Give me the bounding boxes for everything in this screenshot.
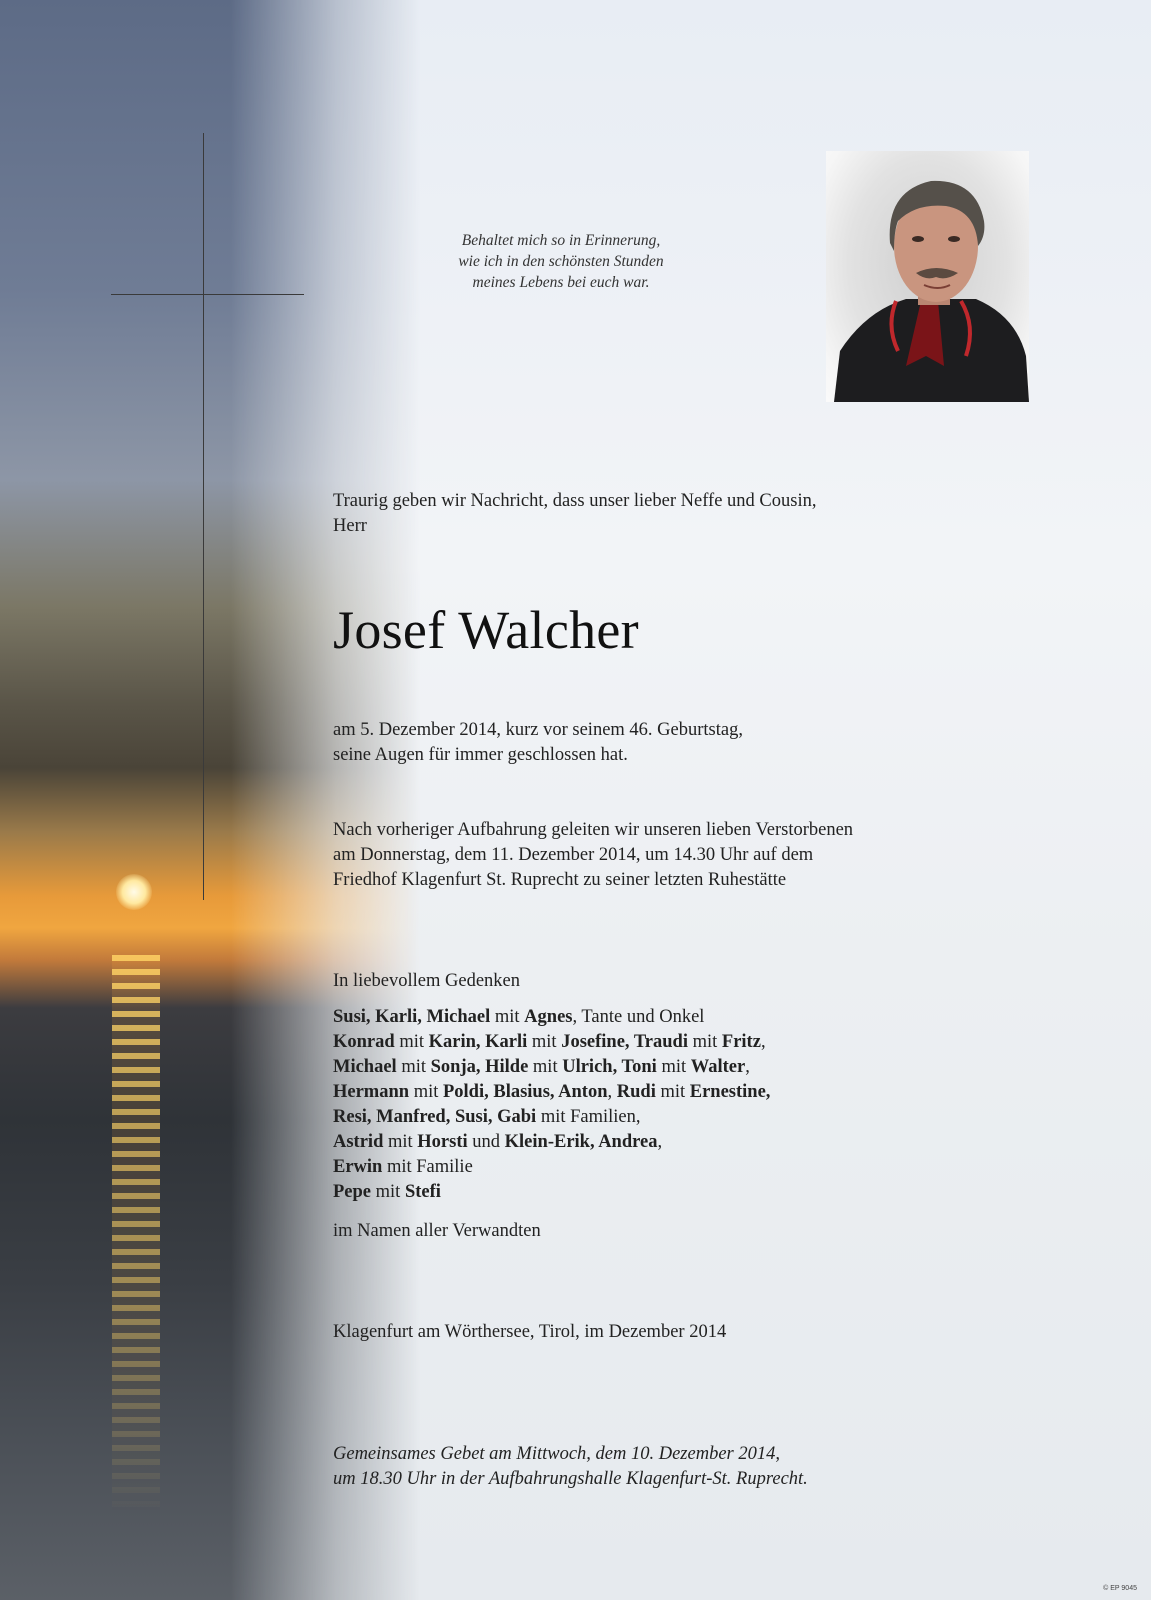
mourner-connector: mit <box>409 1082 443 1102</box>
mourner-line <box>333 1155 770 1180</box>
mourner-connector: , <box>657 1132 663 1152</box>
cross-vertical-bar <box>203 133 204 900</box>
mourner-name: Rudi <box>616 1082 656 1102</box>
mourner-connector: mit <box>656 1057 691 1077</box>
mourner-connector: und <box>467 1132 505 1152</box>
mourner-name: Horsti <box>417 1132 468 1152</box>
print-code: © EP 9045 <box>1103 1585 1137 1592</box>
mourner-line <box>333 1055 770 1080</box>
funeral-details <box>333 818 853 893</box>
mourner-line <box>333 1030 770 1055</box>
mourner-connector: , <box>745 1057 750 1077</box>
mourner-line <box>333 1080 770 1105</box>
mourner-line <box>333 1180 770 1205</box>
mourner-connector: mit <box>527 1032 562 1052</box>
mourner-name: Ulrich, Toni <box>562 1057 657 1077</box>
mourner-line <box>333 1105 770 1130</box>
sunset-sea-image <box>0 0 420 1600</box>
mourner-connector: , <box>607 1082 617 1102</box>
death-notice <box>333 718 743 768</box>
mourner-name: Susi, Karli, Michael <box>333 1007 491 1027</box>
mourner-connector: mit <box>371 1182 405 1202</box>
funeral-line: Nach vorheriger Aufbahrung geleiten wir unseren lieben Verstorbenen <box>333 820 854 840</box>
motto-line: wie ich in den schönsten Stunden <box>458 253 664 270</box>
mourner-name: Erwin <box>333 1157 383 1177</box>
mourner-name: Stefi <box>404 1182 441 1202</box>
intro-line: Traurig geben wir Nachricht, dass unser lieber Neffe und Cousin, <box>333 491 817 511</box>
sun-reflection <box>112 955 160 1515</box>
mourner-name: Poldi, Blasius, Anton <box>442 1082 608 1102</box>
mourner-name: Ernestine, <box>689 1082 771 1102</box>
mourner-name: Resi, Manfred, Susi, Gabi <box>333 1107 537 1127</box>
mourner-name: Karin, Karli <box>428 1032 528 1052</box>
prayer-line: Gemeinsames Gebet am Mittwoch, dem 10. Dezember 2014, <box>333 1444 780 1464</box>
mourner-connector: , Tante und Onkel <box>572 1007 705 1027</box>
portrait-illustration <box>826 151 1029 402</box>
mourner-name: Pepe <box>333 1182 372 1202</box>
death-line: seine Augen für immer geschlossen hat. <box>333 745 628 765</box>
mourner-name: Konrad <box>333 1032 395 1052</box>
mourner-name: Sonja, Hilde <box>430 1057 529 1077</box>
mourner-connector: mit <box>687 1032 722 1052</box>
mourner-line <box>333 1130 770 1155</box>
mourner-line <box>333 1005 770 1030</box>
motto-line: meines Lebens bei euch war. <box>472 274 650 291</box>
mourner-name: Hermann <box>333 1082 410 1102</box>
mourner-name: Astrid <box>333 1132 384 1152</box>
mourner-connector: mit <box>528 1057 563 1077</box>
prayer-notice <box>333 1442 808 1492</box>
mourner-name: Walter <box>690 1057 746 1077</box>
mourner-name: Agnes <box>524 1007 573 1027</box>
deceased-name: Josef Walcher <box>333 600 639 660</box>
mourner-connector: mit <box>394 1032 429 1052</box>
mourner-connector: mit Familien, <box>536 1107 641 1127</box>
funeral-line: am Donnerstag, dem 11. Dezember 2014, um 14.30 Uhr auf dem <box>333 845 814 865</box>
death-line: am 5. Dezember 2014, kurz vor seinem 46. Geburtstag, <box>333 720 743 740</box>
mourners-list <box>333 1005 770 1205</box>
funeral-line: Friedhof Klagenfurt St. Ruprecht zu seiner letzten Ruhestätte <box>333 870 787 890</box>
relatives-line: im Namen aller Verwandten <box>333 1221 541 1241</box>
portrait-photo <box>826 151 1029 402</box>
mourner-name: Michael <box>333 1057 397 1077</box>
cross-horizontal-bar <box>111 294 304 295</box>
mourner-connector: mit <box>490 1007 525 1027</box>
prayer-line: um 18.30 Uhr in der Aufbahrungshalle Klagenfurt-St. Ruprecht. <box>333 1469 808 1489</box>
announcement-intro <box>333 489 816 539</box>
mourner-name: Josefine, Traudi <box>561 1032 688 1052</box>
mourner-connector: mit <box>396 1057 431 1077</box>
mourner-name: Fritz <box>721 1032 761 1052</box>
place-and-date: Klagenfurt am Wörthersee, Tirol, im Dezember 2014 <box>333 1322 727 1342</box>
mourner-connector: mit Familie <box>382 1157 473 1177</box>
mourner-connector: mit <box>383 1132 418 1152</box>
mourner-name: Klein-Erik, Andrea <box>504 1132 658 1152</box>
sun <box>116 874 152 910</box>
memory-heading: In liebevollem Gedenken <box>333 971 520 991</box>
intro-line: Herr <box>333 516 367 536</box>
motto-line: Behaltet mich so in Erinnerung, <box>461 232 661 249</box>
mourner-connector: , <box>760 1032 766 1052</box>
mourner-connector: mit <box>655 1082 690 1102</box>
motto-quote <box>420 230 702 293</box>
